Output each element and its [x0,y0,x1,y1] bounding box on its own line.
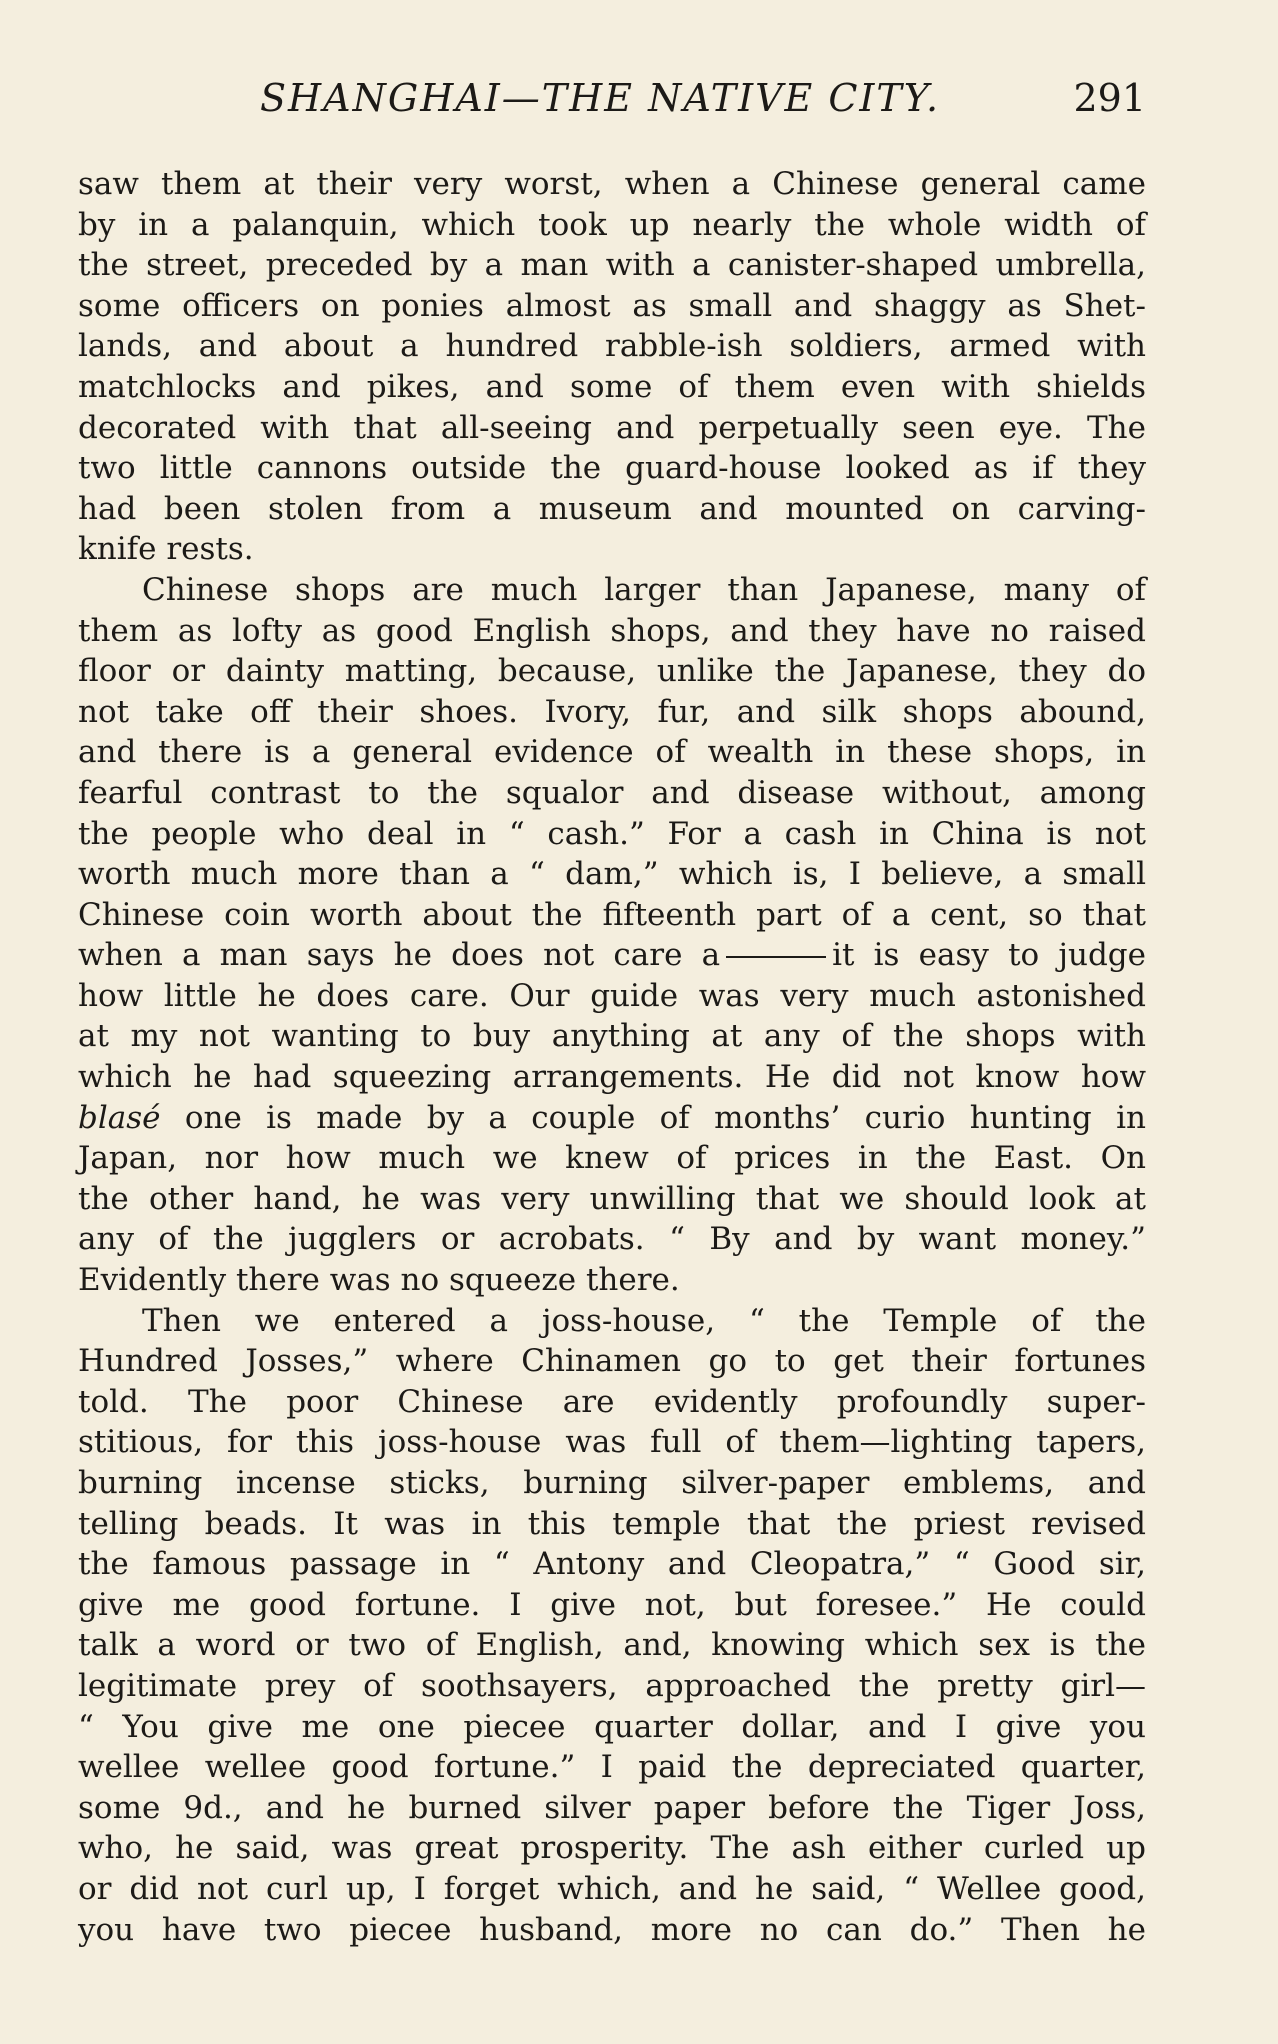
text-line: some officers on ponies almost as small and shaggy as Shet- [78,287,1146,324]
text-line: legitimate prey of soothsayers, approached the pretty girl— [78,1667,1146,1704]
text-line: give me good fortune. I give not, but foresee.” He could [78,1586,1146,1623]
text-line: telling beads. It was in this temple that the priest revised [78,1505,1146,1542]
text-line: worth much more than a “ dam,” which is, I believe, a small [78,856,1146,893]
text-line: not take off their shoes. Ivory, fur, and silk shops abound, [78,693,1146,730]
text-line: the street, preceded by a man with a canister-shaped umbrella, [78,247,1146,284]
text-line: matchlocks and pikes, and some of them even with shields [78,368,1146,405]
italic-line-rest: one is made by a couple of months’ curio hunting in [160,1099,1146,1136]
text-line: burning incense sticks, burning silver-paper emblems, and [78,1465,1146,1501]
text-line: the people who deal in “ cash.” For a cash in China is not [78,815,1146,852]
text-line: two little cannons outside the guard-house looked as if they [78,450,1146,487]
text-line: or did not curl up, I forget which, and he said, “ Wellee good, [78,1870,1146,1907]
running-head [78,70,1146,130]
text-line: Evidently there was no squeeze there. [78,1262,680,1299]
text-line: wellee wellee good fortune.” I paid the depreciated quarter, [78,1749,1146,1786]
em-rule-dash [726,956,826,958]
text-line: told. The poor Chinese are evidently profoundly super- [78,1383,1146,1420]
text-line: stitious, for this joss-house was full of them—lighting tapers, [78,1424,1146,1461]
text-line: and there is a general evidence of wealth in these shops, in [78,734,1146,771]
page-number: 291 [1073,76,1146,120]
dash-line-before: when a man says he does not care a [78,937,721,974]
text-line-with-dash [78,935,1146,976]
text-line: fearful contrast to the squalor and disease without, among [78,774,1146,811]
text-line: Chinese coin worth about the fifteenth part of a cent, so that [78,896,1146,933]
text-line: Japan, nor how much we knew of prices in the East. On [78,1140,1146,1177]
text-line: by in a palanquin, which took up nearly the whole width of [78,206,1146,243]
book-page [78,70,1146,1950]
text-line: floor or dainty matting, because, unlike the Japanese, they do [78,653,1146,690]
text-line: which he had squeezing arrangements. He did not know how [78,1059,1146,1096]
text-line: talk a word or two of English, and, knowing which sex is the [78,1627,1146,1664]
text-line: saw them at their very worst, when a Chinese general came [78,166,1146,202]
text-line: had been stolen from a museum and mounted on carving- [78,490,1146,527]
text-line: Then we entered a joss-house, “ the Temple of the [142,1302,1146,1339]
text-line: who, he said, was great prosperity. The ash either curled up [78,1830,1146,1867]
text-line: them as lofty as good English shops, and they have no raised [78,612,1146,649]
text-line: knife rests. [78,531,254,568]
running-title: SHANGHAI—THE NATIVE CITY. [260,76,941,120]
body-text [78,164,1146,1950]
text-line: any of the jugglers or acrobats. “ By and by want money.” [78,1221,1146,1258]
text-line: at my not wanting to buy anything at any of the shops with [78,1018,1146,1055]
text-line-with-italic [78,1098,1146,1139]
text-line: the famous passage in “ Antony and Cleopatra,” “ Good sir, [78,1546,1146,1583]
text-line: Hundred Josses,” where Chinamen go to get their fortunes [78,1343,1146,1380]
text-line: how little he does care. Our guide was very much astonished [78,977,1146,1014]
italic-word: blasé [78,1099,161,1136]
text-line: the other hand, he was very unwilling that we should look at [78,1180,1146,1217]
text-line: lands, and about a hundred rabble-ish soldiers, armed with [78,328,1146,365]
text-line: some 9d., and he burned silver paper before the Tiger Joss, [78,1789,1146,1826]
dash-line-after: it is easy to judge [832,937,1146,974]
text-line: Chinese shops are much larger than Japanese, many of [142,571,1146,608]
text-line: you have two piecee husband, more no can do.” Then he [78,1911,1146,1948]
text-line: “ You give me one piecee quarter dollar, and I give you [78,1708,1146,1745]
text-line: decorated with that all-seeing and perpetually seen eye. The [78,409,1146,446]
